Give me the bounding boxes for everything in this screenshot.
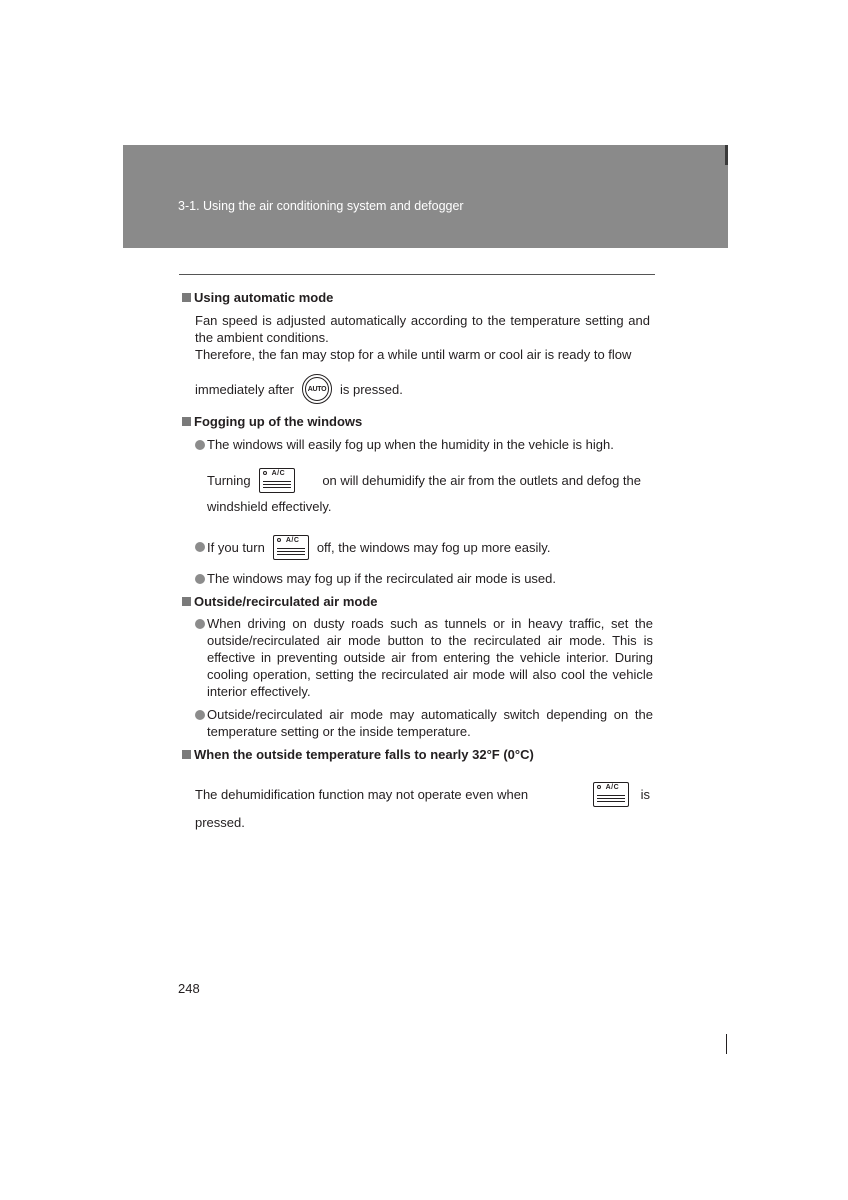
heading-recirculated: Outside/recirculated air mode xyxy=(182,593,378,610)
bullet-dot-icon xyxy=(195,710,205,720)
heading-fogging: Fogging up of the windows xyxy=(182,413,362,430)
bullet-dot-icon xyxy=(195,542,205,552)
square-bullet-icon xyxy=(182,293,191,302)
divider xyxy=(179,274,655,275)
square-bullet-icon xyxy=(182,597,191,606)
square-bullet-icon xyxy=(182,417,191,426)
list-item: If you turn A/C off, the windows may fog up more easily. xyxy=(195,534,550,560)
paragraph: windshield effectively. xyxy=(207,499,332,514)
list-item: Outside/recirculated air mode may automatically switch depending on the temperature setting or the inside temperature. xyxy=(195,706,653,740)
list-item: The windows will easily fog up when the humidity in the vehicle is high. xyxy=(195,436,641,453)
ac-button-icon: A/C xyxy=(593,782,629,807)
paragraph: pressed. xyxy=(195,815,245,830)
header-tick xyxy=(725,145,728,165)
section-title: 3-1. Using the air conditioning system and defogger xyxy=(178,199,464,213)
dehumid-sentence: The dehumidification function may not operate even when A/C is xyxy=(195,781,650,807)
heading-outside-temperature: When the outside temperature falls to nearly 32°F (0°C) xyxy=(182,746,534,763)
ac-button-icon: A/C xyxy=(259,468,295,493)
list-item: The windows may fog up if the recirculated air mode is used. xyxy=(195,570,641,587)
paragraph: Fan speed is adjusted automatically according to the temperature setting and the ambient conditions. xyxy=(195,313,650,345)
auto-button-icon: AUTO xyxy=(302,374,332,404)
ac-button-icon: A/C xyxy=(273,535,309,560)
page-number: 248 xyxy=(178,981,200,996)
bullet-dot-icon xyxy=(195,619,205,629)
header-band xyxy=(123,145,728,248)
square-bullet-icon xyxy=(182,750,191,759)
heading-automatic-mode: Using automatic mode xyxy=(182,289,333,306)
ac-sentence: Turning A/C on will dehumidify the air from the outlets and defog the xyxy=(207,467,641,493)
edge-mark xyxy=(726,1034,727,1054)
list-item: When driving on dusty roads such as tunnels or in heavy traffic, set the outside/recirculated air mode button to the recirculated air mode. This is effective in preventing outside air from entering the vehicle interior. During cooling operation, setting the recirculated air mode will also cool the vehicle interior effectively. xyxy=(195,615,653,700)
bullet-dot-icon xyxy=(195,574,205,584)
paragraph: Therefore, the fan may stop for a while until warm or cool air is ready to flow xyxy=(195,347,632,362)
bullet-dot-icon xyxy=(195,440,205,450)
auto-sentence: immediately after AUTO is pressed. xyxy=(195,374,403,404)
